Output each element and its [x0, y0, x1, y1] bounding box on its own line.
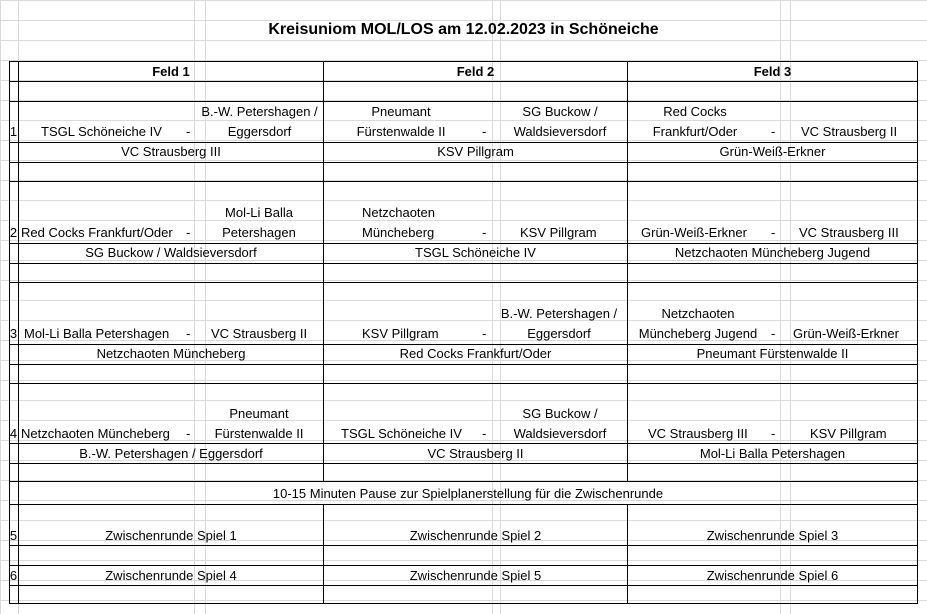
- pause-note[interactable]: 10-15 Minuten Pause zur Spielplanerstellung für die Zwischenrunde: [272, 486, 664, 501]
- round-number[interactable]: 4: [9, 426, 18, 441]
- vs-dash: -: [186, 225, 191, 240]
- team-b[interactable]: VC Strausberg II: [211, 326, 308, 341]
- vs-dash: -: [482, 124, 487, 139]
- border-field-divider: [627, 504, 628, 603]
- round-number[interactable]: 1: [9, 124, 18, 139]
- intermediate-game[interactable]: Zwischenrunde Spiel 6: [706, 568, 839, 583]
- team-b[interactable]: KSV Pillgram: [810, 426, 887, 441]
- sheet-title[interactable]: Kreisuniom MOL/LOS am 12.02.2023 in Schöneiche: [268, 21, 659, 38]
- referee[interactable]: Pneumant Fürstenwalde II: [696, 346, 849, 361]
- team-a[interactable]: Mol-Li Balla Petershagen: [24, 326, 170, 341]
- gridline: [194, 0, 195, 614]
- vs-dash: -: [771, 225, 776, 240]
- border-round: [9, 181, 918, 182]
- team-b[interactable]: SG Buckow / Waldsieversdorf: [513, 104, 607, 139]
- border-round: [9, 101, 918, 102]
- referee[interactable]: Netzchaoten Müncheberg: [96, 346, 246, 361]
- team-a[interactable]: Netzchaoten Müncheberg Jugend: [638, 306, 758, 341]
- border-round: [9, 364, 918, 365]
- vs-dash: -: [186, 124, 191, 139]
- team-b[interactable]: VC Strausberg III: [799, 225, 899, 240]
- border-pause: [9, 504, 918, 505]
- team-b[interactable]: SG Buckow / Waldsieversdorf: [513, 406, 607, 441]
- team-a[interactable]: Grün-Weiß-Erkner: [641, 225, 747, 240]
- border-round: [9, 383, 918, 384]
- team-a[interactable]: Netzchaoten Müncheberg: [21, 426, 170, 441]
- vs-dash: -: [482, 225, 487, 240]
- border-round: [9, 162, 918, 163]
- gridline: [790, 0, 791, 614]
- referee[interactable]: VC Strausberg III: [121, 144, 221, 159]
- vs-dash: -: [482, 326, 487, 341]
- field-header-1[interactable]: Feld 1: [152, 64, 190, 79]
- gridline: [780, 0, 781, 614]
- round-number[interactable]: 2: [9, 225, 18, 240]
- referee[interactable]: KSV Pillgram: [437, 144, 514, 159]
- referee[interactable]: TSGL Schöneiche IV: [415, 245, 536, 260]
- team-a[interactable]: Pneumant Fürstenwalde II: [356, 104, 446, 139]
- team-b[interactable]: KSV Pillgram: [520, 225, 597, 240]
- vs-dash: -: [186, 326, 191, 341]
- field-header-3[interactable]: Feld 3: [753, 64, 792, 79]
- vs-dash: -: [482, 426, 487, 441]
- vs-dash: -: [771, 326, 776, 341]
- round-number[interactable]: 6: [9, 568, 18, 583]
- border-round: [9, 282, 918, 283]
- border-round: [9, 263, 918, 264]
- border-field-divider: [323, 504, 324, 603]
- referee[interactable]: SG Buckow / Waldsieversdorf: [85, 245, 257, 260]
- team-a[interactable]: Netzchaoten Müncheberg: [362, 205, 435, 240]
- vs-dash: -: [186, 426, 191, 441]
- team-a[interactable]: Red Cocks Frankfurt/Oder: [21, 225, 173, 240]
- intermediate-game[interactable]: Zwischenrunde Spiel 5: [409, 568, 542, 583]
- referee[interactable]: Grün-Weiß-Erkner: [719, 144, 826, 159]
- border-field-divider: [323, 61, 324, 481]
- team-a[interactable]: KSV Pillgram: [362, 326, 439, 341]
- gridline: [205, 0, 206, 614]
- referee[interactable]: Red Cocks Frankfurt/Oder: [399, 346, 552, 361]
- intermediate-game[interactable]: Zwischenrunde Spiel 4: [105, 568, 237, 583]
- referee[interactable]: VC Strausberg II: [427, 446, 524, 461]
- team-b[interactable]: Grün-Weiß-Erkner: [793, 326, 899, 341]
- team-a[interactable]: TSGL Schöneiche IV: [341, 426, 462, 441]
- intermediate-game[interactable]: Zwischenrunde Spiel 1: [105, 528, 237, 543]
- team-a[interactable]: TSGL Schöneiche IV: [41, 124, 162, 139]
- referee[interactable]: Netzchaoten Müncheberg Jugend: [674, 245, 871, 260]
- round-number[interactable]: 5: [9, 528, 18, 543]
- team-a[interactable]: Red Cocks Frankfurt/Oder: [652, 104, 738, 139]
- border-pause: [9, 481, 918, 482]
- team-b[interactable]: VC Strausberg II: [801, 124, 898, 139]
- team-b[interactable]: B.-W. Petershagen / Eggersdorf: [201, 104, 318, 139]
- team-a[interactable]: VC Strausberg III: [648, 426, 748, 441]
- gridline: [492, 0, 493, 614]
- vs-dash: -: [771, 124, 776, 139]
- team-b[interactable]: Mol-Li Balla Petershagen: [222, 205, 296, 240]
- intermediate-game[interactable]: Zwischenrunde Spiel 3: [706, 528, 839, 543]
- team-b[interactable]: B.-W. Petershagen / Eggersdorf: [500, 306, 618, 341]
- round-number[interactable]: 3: [9, 326, 18, 341]
- referee[interactable]: B.-W. Petershagen / Eggersdorf: [79, 446, 263, 461]
- field-header-2[interactable]: Feld 2: [456, 64, 495, 79]
- vs-dash: -: [771, 426, 776, 441]
- referee[interactable]: Mol-Li Balla Petershagen: [699, 446, 846, 461]
- team-b[interactable]: Pneumant Fürstenwalde II: [214, 406, 304, 441]
- border-bottom: [9, 603, 918, 604]
- intermediate-game[interactable]: Zwischenrunde Spiel 2: [409, 528, 542, 543]
- border-field-divider: [627, 61, 628, 481]
